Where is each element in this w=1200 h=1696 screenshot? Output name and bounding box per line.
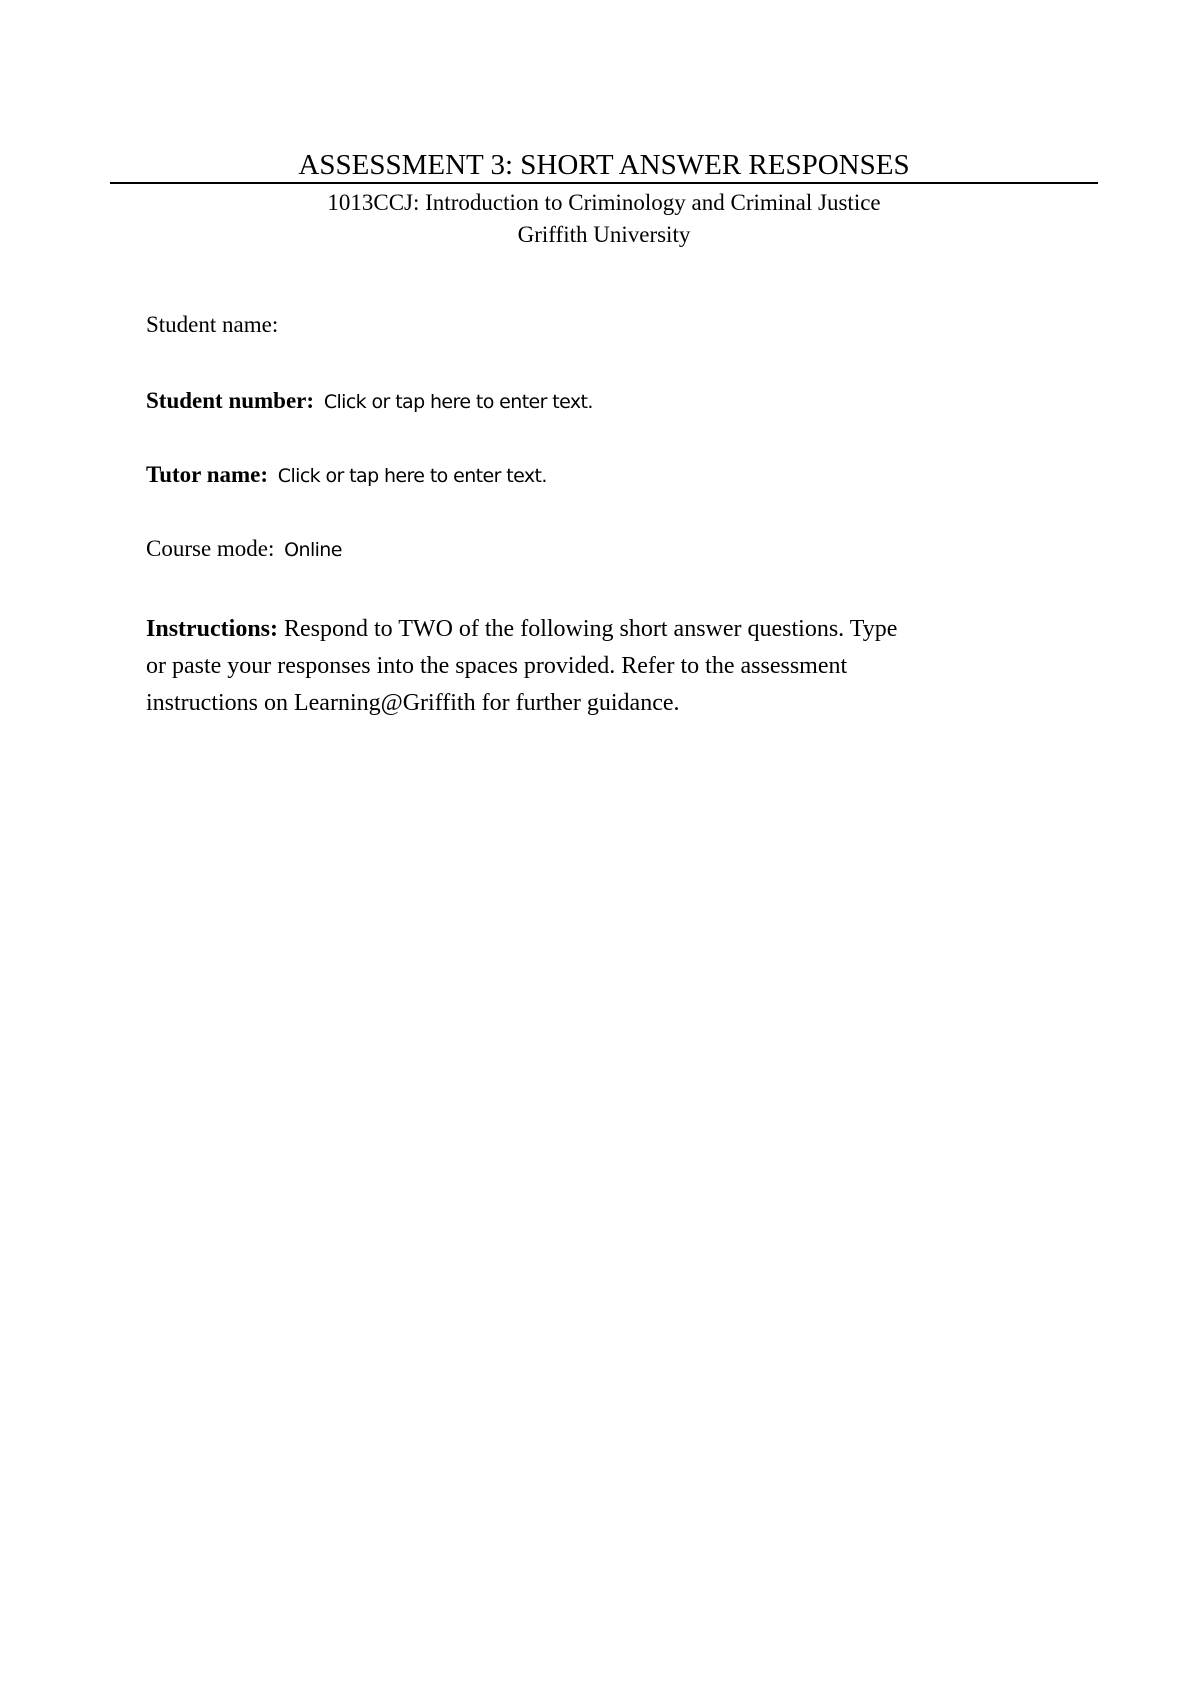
instructions-text-1: Respond to TWO of the following short answer questions. Type xyxy=(284,616,898,642)
course-mode-label: Course mode: xyxy=(146,536,275,561)
student-number-input[interactable]: Click or tap here to enter text. xyxy=(323,391,593,413)
instructions-label: Instructions: xyxy=(146,616,279,642)
instructions-line-3: instructions on Learning@Griffith for further guidance. xyxy=(146,690,680,716)
document-title: ASSESSMENT 3: SHORT ANSWER RESPONSES xyxy=(298,149,910,181)
institution-name: Griffith University xyxy=(517,222,691,247)
student-name-field xyxy=(146,311,278,339)
student-number-label: Student number: xyxy=(146,388,315,413)
tutor-name-field xyxy=(146,461,547,490)
student-name-label: Student name: xyxy=(146,312,279,337)
instructions-paragraph xyxy=(146,611,1076,722)
tutor-name-label: Tutor name: xyxy=(146,462,269,487)
student-number-field xyxy=(146,387,593,416)
instructions-line-2: or paste your responses into the spaces provided. Refer to the assessment xyxy=(146,653,848,679)
course-mode-select[interactable]: Online xyxy=(284,539,342,561)
tutor-name-input[interactable]: Click or tap here to enter text. xyxy=(277,465,547,487)
instructions-line-1 xyxy=(146,611,1076,648)
course-mode-field xyxy=(146,535,342,564)
title-underline xyxy=(110,182,1098,184)
course-title: 1013CCJ: Introduction to Criminology and Criminal Justice xyxy=(327,190,881,215)
